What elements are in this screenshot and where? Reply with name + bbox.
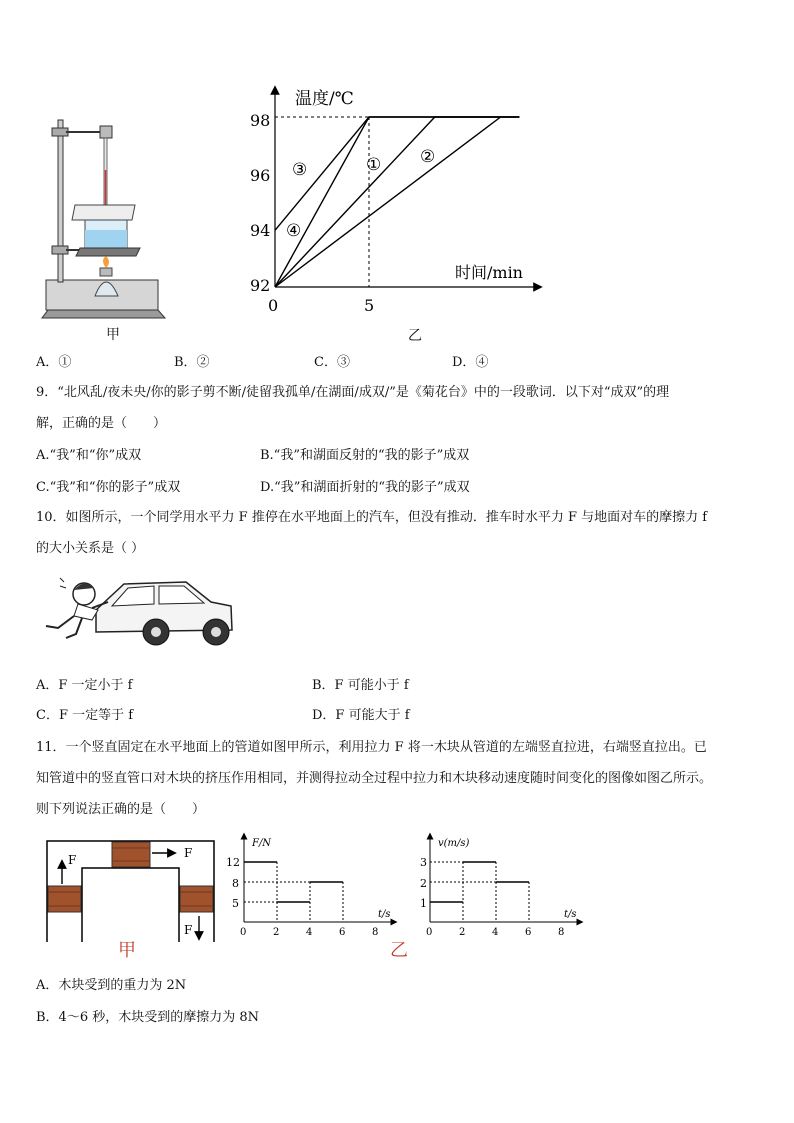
y-tick-94: 94 [250, 221, 271, 240]
q9-option-d[interactable]: D.“我”和湖面折射的“我的影子”成双 [260, 480, 470, 495]
x-tick-5: 5 [364, 296, 375, 315]
q11-stem-line2: 知管道中的竖直管口对木块的挤压作用相同，并测得拉动全过程中拉力和木块移动速度随时间变化的图像如图乙所示。 [36, 771, 713, 786]
force-x-tick-4: 4 [306, 927, 313, 938]
q8-option-a[interactable]: A．① [36, 355, 72, 370]
force-x-tick-2: 2 [273, 927, 280, 938]
q10-stem-line1: 10．如图所示，一个同学用水平力 F 推停在水平地面上的汽车，但没有推动．推车时水平力 F 与地面对车的摩擦力 f [36, 510, 708, 525]
speed-x-tick-8: 8 [558, 927, 565, 938]
graph-figure-label: 乙 [390, 940, 408, 961]
q10-option-d[interactable]: D．F 可能大于 f [312, 708, 410, 723]
q9-option-a[interactable]: A.“我”和“你”成双 [36, 448, 142, 463]
force-label-top: F [184, 846, 193, 860]
force-y-tick-5: 5 [232, 897, 239, 910]
force-x-tick-6: 6 [339, 927, 346, 938]
q9-option-c[interactable]: C.“我”和“你的影子”成双 [36, 480, 181, 495]
q9-stem-line2: 解，正确的是（ ） [36, 416, 167, 431]
temp-series-line-2 [275, 117, 519, 287]
temp-series-line-3 [275, 117, 519, 287]
force-x-tick-8: 8 [372, 927, 379, 938]
force-graph-ylabel: F/N [252, 838, 272, 849]
q8-option-c[interactable]: C．③ [314, 355, 350, 370]
q10-option-c[interactable]: C．F 一定等于 f [36, 708, 134, 723]
speed-x-tick-4: 4 [492, 927, 499, 938]
pipe-figure-label: 甲 [118, 940, 136, 961]
x-tick-0: 0 [268, 296, 279, 315]
figure-label-yi: 乙 [408, 328, 422, 344]
q10-option-b[interactable]: B．F 可能小于 f [312, 678, 409, 693]
y-axis-label: 温度/℃ [295, 89, 354, 109]
force-label-left: F [68, 853, 77, 867]
force-label-right: F [184, 923, 193, 937]
q10-stem-line2: 的大小关系是（ ） [36, 541, 145, 556]
line-label-1: ① [366, 155, 382, 175]
q11-stem-line3: 则下列说法正确的是（ ） [36, 802, 206, 817]
y-tick-98: 98 [250, 111, 271, 130]
temp-series-line-1 [275, 117, 519, 230]
speed-graph-xlabel: t/s [564, 909, 577, 920]
line-label-4: ④ [286, 221, 302, 241]
speed-y-tick-1: 1 [420, 897, 427, 910]
q9-stem-line1: 9．“北风乱/夜未央/你的影子剪不断/徒留我孤单/在湖面/成双/”是《菊花台》中的一段歌词．以下对“成双”的理 [36, 385, 670, 400]
temp-series-line-4 [275, 117, 501, 287]
speed-graph-ylabel: v(m/s) [438, 838, 470, 849]
speed-y-tick-2: 2 [420, 877, 427, 890]
force-x-tick-0: 0 [240, 927, 247, 938]
q11-stem-line1: 11．一个竖直固定在水平地面上的管道如图甲所示，利用拉力 F 将一木块从管道的左端竖直拉进，右端竖直拉出。已 [36, 740, 707, 755]
line-label-2: ② [420, 147, 436, 167]
q8-option-b[interactable]: B．② [174, 355, 210, 370]
force-y-tick-12: 12 [226, 856, 240, 869]
temperature-time-graph [240, 82, 550, 322]
pushing-car-illustration [36, 572, 236, 652]
y-tick-96: 96 [250, 166, 271, 185]
speed-x-tick-6: 6 [525, 927, 532, 938]
force-graph-xlabel: t/s [378, 909, 391, 920]
figure-label-jia: 甲 [106, 327, 120, 343]
line-label-3: ③ [292, 160, 308, 180]
x-axis-label: 时间/min [455, 263, 523, 282]
speed-x-tick-2: 2 [459, 927, 466, 938]
speed-y-tick-3: 3 [420, 856, 427, 869]
q11-option-b[interactable]: B．4～6 秒，木块受到的摩擦力为 8N [36, 1010, 260, 1025]
speed-x-tick-0: 0 [426, 927, 433, 938]
heating-apparatus-figure [40, 100, 170, 325]
force-time-graph [222, 832, 402, 938]
q8-option-d[interactable]: D．④ [452, 355, 489, 370]
y-tick-92: 92 [250, 276, 271, 295]
speed-time-graph [408, 832, 588, 938]
q11-option-a[interactable]: A．木块受到的重力为 2N [36, 978, 187, 993]
q9-option-b[interactable]: B.“我”和湖面反射的“我的影子”成双 [260, 448, 470, 463]
q10-option-a[interactable]: A．F 一定小于 f [36, 678, 133, 693]
force-y-tick-8: 8 [232, 877, 239, 890]
